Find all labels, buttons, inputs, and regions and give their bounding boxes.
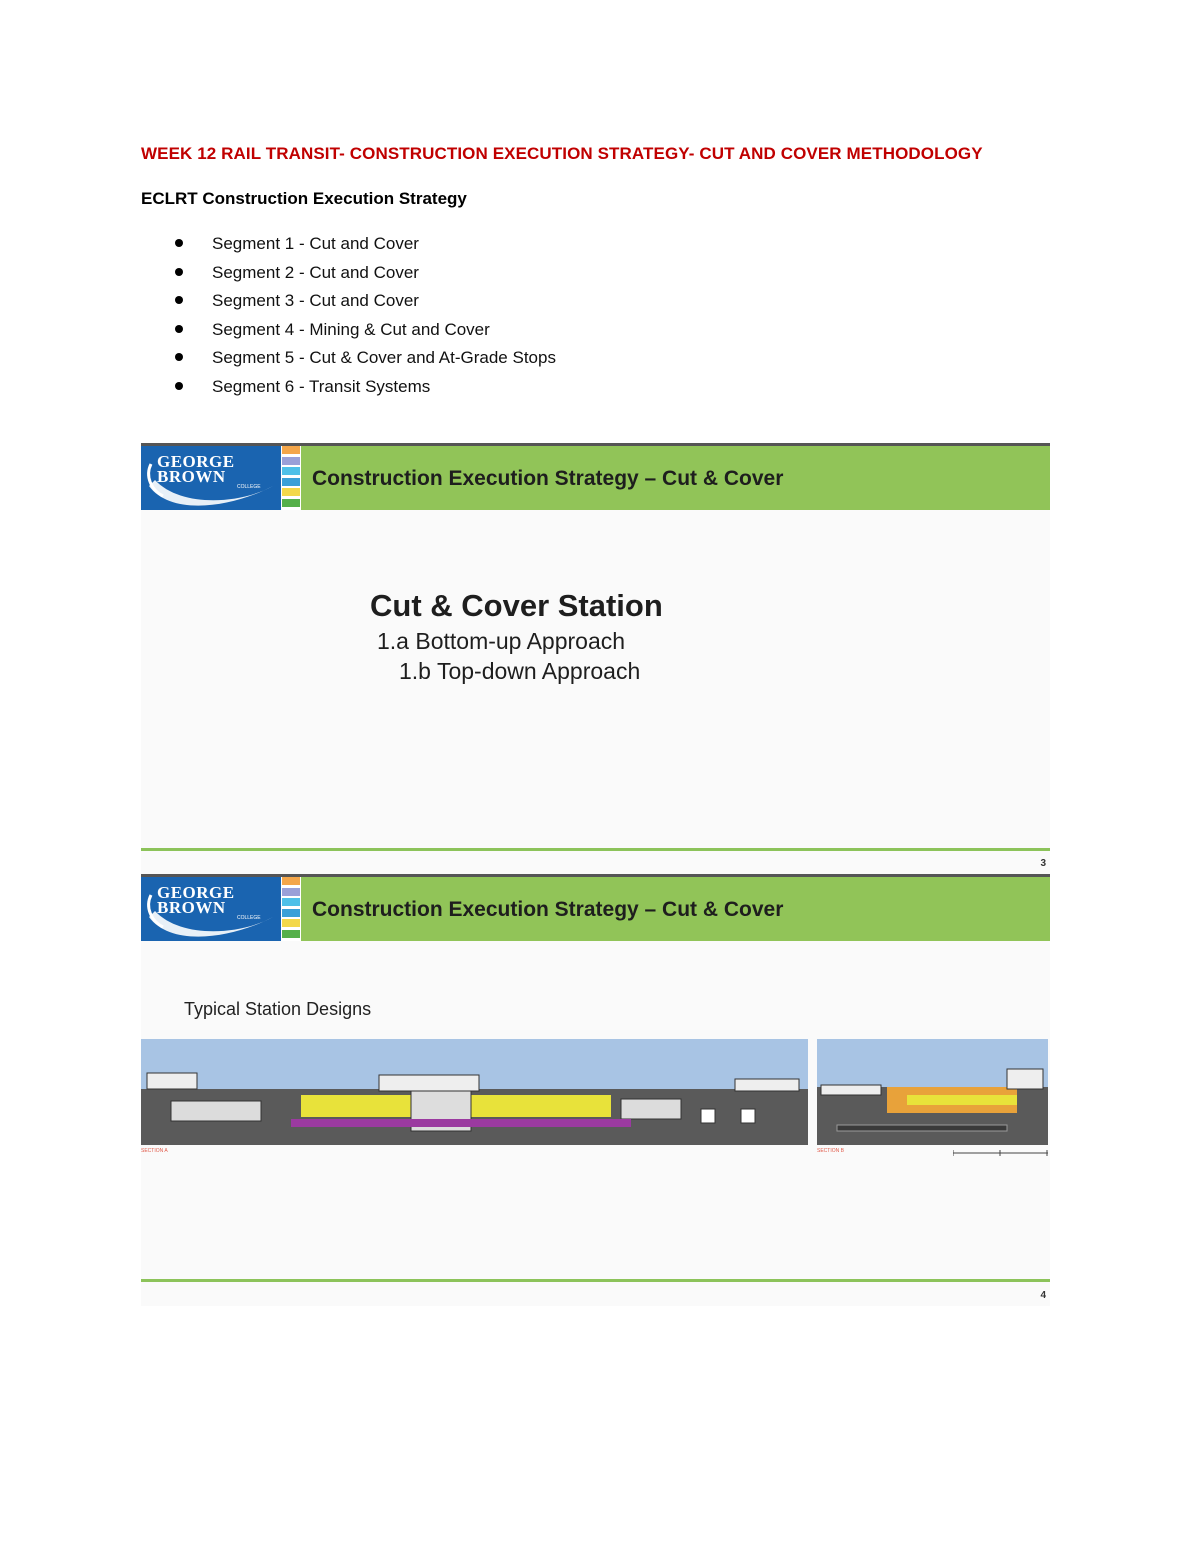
college-logo	[141, 877, 281, 941]
document-title: WEEK 12 RAIL TRANSIT- CONSTRUCTION EXECUTION STRATEGY- CUT AND COVER METHODOLOGY	[141, 144, 983, 163]
list-item	[170, 344, 556, 373]
list-item	[170, 259, 556, 288]
list-item	[170, 287, 556, 316]
logo-line-1: GEORGE	[157, 883, 235, 902]
slide-3	[141, 443, 1050, 874]
slide-4	[141, 874, 1050, 1306]
page-number: 3	[1040, 858, 1046, 869]
bullet-icon	[175, 353, 183, 361]
section-b-label: SECTION B	[817, 1148, 844, 1154]
approach-line-2: 1.b Top-down Approach	[399, 658, 641, 684]
bullet-icon	[175, 296, 183, 304]
bullet-icon	[175, 239, 183, 247]
color-stripes	[281, 446, 301, 510]
section-b-drawing	[817, 1039, 1048, 1151]
college-logo	[141, 446, 281, 510]
logo-line-2: BROWN	[157, 467, 226, 486]
list-item	[170, 316, 556, 345]
segment-label: Segment 1 - Cut and Cover	[212, 234, 419, 253]
document-subtitle: ECLRT Construction Execution Strategy	[141, 189, 467, 208]
slide-header	[141, 877, 1050, 941]
logo-line-2: BROWN	[157, 898, 226, 917]
bullet-icon	[175, 268, 183, 276]
section-a-drawing	[141, 1039, 808, 1151]
logo-line-3: COLLEGE	[237, 915, 261, 921]
logo-line-3: COLLEGE	[237, 484, 261, 490]
page-number: 4	[1040, 1290, 1046, 1301]
logo-line-1: GEORGE	[157, 452, 235, 471]
segment-label: Segment 6 - Transit Systems	[212, 376, 431, 396]
bullet-icon	[175, 382, 183, 390]
segment-label: Segment 3 - Cut and Cover	[212, 291, 419, 310]
section-a-label: SECTION A	[141, 1148, 168, 1154]
segment-list	[170, 230, 556, 401]
slide-bottom-rule	[141, 1279, 1050, 1282]
slide-header	[141, 446, 1050, 510]
list-item	[170, 373, 556, 402]
slide-header-title: Construction Execution Strategy – Cut & Cover	[312, 898, 784, 921]
segment-label: Segment 4 - Mining & Cut and Cover	[212, 319, 490, 339]
bullet-icon	[175, 325, 183, 333]
scale-bar	[953, 1150, 1048, 1156]
slide-heading: Cut & Cover Station	[370, 588, 663, 623]
segment-label: Segment 5 - Cut & Cover and At-Grade Stops	[212, 348, 556, 367]
slide-bottom-rule	[141, 848, 1050, 851]
slide-header-title: Construction Execution Strategy – Cut & Cover	[312, 467, 784, 490]
list-item	[170, 230, 556, 259]
slide-subheading: Typical Station Designs	[184, 999, 372, 1019]
approach-line-1: 1.a Bottom-up Approach	[377, 628, 626, 654]
segment-label: Segment 2 - Cut and Cover	[212, 262, 419, 282]
color-stripes	[281, 877, 301, 941]
